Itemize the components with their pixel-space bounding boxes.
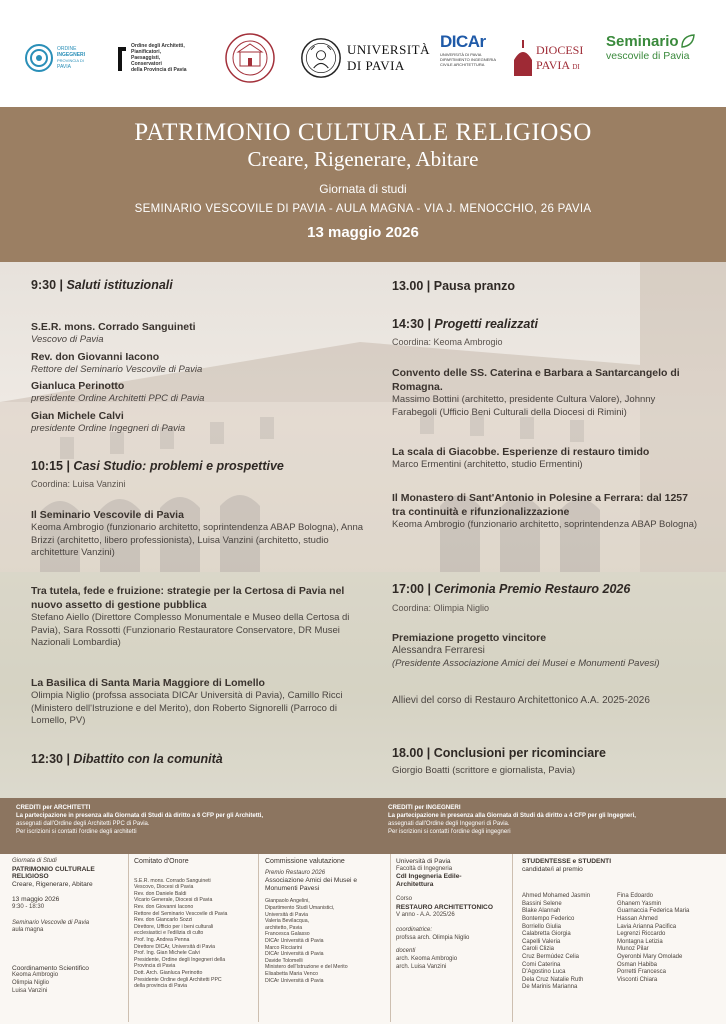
- ordine-ing-line2: INGEGNERI: [57, 52, 86, 58]
- event-venue: SEMINARIO VESCOVILE DI PAVIA - AULA MAGNA - VIA J. MENOCCHIO, 26 PAVIA: [134, 203, 592, 215]
- session-premio-coord: Coordina: Olimpia Niglio: [392, 603, 490, 613]
- footer-commissione: [265, 858, 387, 984]
- diocesi-logo: [512, 32, 604, 84]
- footer-title1: PATRIMONIO CULTURALE: [12, 865, 95, 873]
- speaker-name: Gianluca Perinotto: [31, 380, 125, 392]
- footer-place1: Seminario Vescovile di Pavia: [12, 919, 90, 926]
- talk-title: Il Seminario Vescovile di Pavia: [31, 509, 184, 521]
- corso-l1: Università di Pavia: [396, 858, 451, 865]
- session-conclusioni: [392, 747, 606, 760]
- commissione-head: Commissione valutazione: [265, 858, 345, 865]
- corso-coord-label: coordinatrice:: [396, 927, 433, 934]
- talk-title: Il Monastero di Sant'Antonio in Polesine a Ferrara: dal 1257 tra continuità e rifunzionalizzazione: [392, 492, 688, 518]
- event-subtitle: Creare, Rigenerare, Abitare: [247, 147, 479, 171]
- credits-ing-line3: Per iscrizioni si contatti l'ordine degli ingegneri: [388, 829, 511, 835]
- talk-giacobbe: [392, 445, 702, 472]
- ordine-arch-line3: Paesaggisti,: [131, 55, 161, 61]
- ordine-arch-line1: Ordine degli Architetti,: [131, 43, 185, 49]
- unipv-line2: DI PAVIA: [347, 58, 405, 73]
- studenti-head: STUDENTESSE e STUDENTI: [522, 858, 612, 865]
- ordine-ing-line3: PROVINCIA DI: [57, 58, 84, 63]
- talk-title: La scala di Giacobbe. Esperienze di restauro timido: [392, 446, 650, 458]
- studenti-names-b: Fina Edoardo Ghanem Yasmin Guarnaccia Federica Maria Hassan Ahmed Lavia Arianna Pacifica Legrenzi Riccardo Montagna Letizia Munoz Pilar Oyeronbi Mary Omolade Osman Habiba Porretti Francesca Visconti Chiara: [617, 893, 690, 983]
- talk-name: Alessandra Ferraresi: [392, 645, 485, 656]
- dicar-logo: [440, 32, 500, 84]
- credits-band: [0, 798, 726, 854]
- speaker-name: Rev. don Giovanni Iacono: [31, 350, 160, 363]
- footer-title2: RELIGIOSO: [12, 873, 49, 881]
- credits-ing-line1: La partecipazione in presenza alla Giornata di Studi dà diritto a 4 CFP per gli Ingegneri,: [388, 813, 636, 819]
- seminary-seal-icon: [224, 32, 276, 84]
- session-casi-studio: [31, 460, 284, 473]
- talk-santarcangelo: [392, 366, 702, 419]
- corso-name: RESTAURO ARCHITETTONICO: [396, 903, 493, 911]
- ordine-architetti-mark-icon: [116, 43, 128, 73]
- seminario-line1: Seminario: [606, 32, 679, 50]
- session-progetti-time: 14:30 |: [392, 317, 435, 331]
- session-conclusioni-title: Conclusioni per ricominciare: [433, 746, 606, 760]
- logo-strip: [0, 0, 726, 107]
- session-saluti: [31, 279, 173, 292]
- footer-divider: [258, 854, 259, 1022]
- footer-corso: [396, 858, 508, 971]
- footer-divider: [128, 854, 129, 1022]
- speaker-role: Vescovo di Pavia: [31, 334, 104, 345]
- ordine-architetti-logo: [116, 32, 216, 84]
- ordine-arch-line2: Pianificatori,: [131, 49, 162, 55]
- seminario-vescovile-logo: [606, 32, 722, 84]
- session-casi-time: 10:15 |: [31, 459, 74, 473]
- session-casi-coord: Coordina: Luisa Vanzini: [31, 479, 126, 489]
- footer-divider: [512, 854, 513, 1022]
- talk-premiazione: [392, 631, 702, 670]
- dicar-mark: DICAr: [440, 32, 486, 51]
- footer-place2: aula magna: [12, 927, 44, 934]
- session-progetti-title: Progetti realizzati: [434, 317, 538, 331]
- credits-ingegneri: [388, 804, 718, 836]
- credits-arch-line2: assegnati dall'Ordine degli Architetti PPC di Pavia.: [16, 821, 150, 827]
- commissione-prize3: Monumenti Pavesi: [265, 884, 320, 892]
- session-progetti-coord: Coordina: Keoma Ambrogio: [392, 337, 503, 347]
- event-kind: Giornata di studi: [319, 182, 407, 196]
- ordine-ing-line1: ORDINE: [57, 46, 77, 52]
- corso-l4: Architettura: [396, 880, 434, 888]
- talk-title: La Basilica di Santa Maria Maggiore di Lomello: [31, 677, 265, 689]
- footer-time: 9:30 - 18:30: [12, 903, 45, 910]
- footer-event-info: [12, 858, 124, 995]
- footer-title3: Creare, Rigenerare, Abitare: [12, 880, 93, 888]
- credits-ing-head: CREDITI per INGEGNERI: [388, 804, 461, 811]
- comitato-head: Comitato d'Onore: [134, 858, 189, 865]
- commissione-prize1: Premio Restauro 2026: [265, 869, 326, 876]
- credits-arch-line1: La partecipazione in presenza alla Giornata di Studi dà diritto a 6 CFP per gli Architetti,: [16, 813, 264, 819]
- footer-coord-head: Coordinamento Scientifico: [12, 964, 89, 972]
- credits-arch-line3: Per iscrizioni si contatti l'ordine degli architetti: [16, 829, 137, 835]
- talk-body: Marco Ermentini (architetto, studio Ermentini): [392, 459, 583, 470]
- session-pausa: [392, 280, 515, 293]
- footer-comitato: [134, 858, 256, 990]
- unipv-seal-icon: [300, 35, 342, 81]
- corso-l3: CdI Ingegneria Edile-: [396, 873, 462, 881]
- corso-teach-label: docenti: [396, 948, 416, 955]
- credits-ing-line2: assegnati dall'Ordine degli Ingegneri di Pavia.: [388, 821, 510, 827]
- dicar-line1: UNIVERSITÀ DI PAVIA: [440, 52, 482, 57]
- session-conclusioni-body: Giorgio Boatti (scrittore e giornalista, Pavia): [392, 765, 576, 776]
- session-casi-title: Casi Studio: problemi e prospettive: [73, 459, 284, 473]
- speaker-role: presidente Ordine Ingegneri di Pavia: [31, 422, 186, 434]
- ordine-ingegneri-logo: [24, 32, 96, 84]
- footer-divider: [390, 854, 391, 1022]
- studenti-sub: candidate/i al premio: [522, 865, 583, 873]
- talk-certosa: [31, 584, 371, 650]
- studenti-names-a: Ahmed Mohamed Jasmin Bassini Selene Blake Alannah Bontempo Federico Borriello Giulia Calabretta Giorgia Capelli Valeria Caroli Clizia Cruz Bermúdez Celia Comi Caterina D'Agostino Luca Dela Cruz Natalie Ruth De Marinis Marianna: [522, 893, 591, 991]
- talk-body: Massimo Bottini (architetto, presidente Cultura Valore), Johnny Farabegoli (Ufficio Beni Culturali della Diocesi di Rimini): [392, 394, 656, 418]
- seminario-line2: vescovile di Pavia: [606, 50, 690, 62]
- unipv-line1: UNIVERSITÀ: [347, 42, 430, 57]
- event-date: 13 maggio 2026: [307, 224, 419, 241]
- dicar-line2: DIPARTIMENTO INGEGNERIA: [440, 57, 497, 62]
- diocesi-line2: PAVIA: [536, 58, 570, 72]
- dicar-line3: CIVILE ARCHITETTURA: [440, 62, 485, 67]
- ordine-ing-line4: PAVIA: [57, 64, 71, 70]
- footer-section: [0, 854, 726, 1024]
- talk-body: Keoma Ambrogio (funzionario architetto, soprintendenza ABAP Bologna): [392, 519, 698, 530]
- footer-coord-names: Keoma Ambrogio Olimpia Niglio Luisa Vanzini: [12, 972, 59, 994]
- talk-body: Keoma Ambrogio (funzionario architetto, soprintendenza ABAP Bologna), Anna Brizzi (architetto, libero professionista), Luisa Vanzini (architetto, studio architetture Vanzini): [31, 522, 364, 558]
- footer-label: Giornata di Studi: [12, 858, 57, 864]
- session-dibattito: [31, 753, 223, 766]
- session-saluti-time: 9:30 |: [31, 278, 67, 292]
- credits-arch-head: CREDITI per ARCHITETTI: [16, 804, 91, 811]
- session-dibattito-title: Dibattito con la comunità: [73, 752, 223, 766]
- ordine-ingegneri-emblem-icon: [24, 43, 54, 73]
- program-section: [0, 262, 726, 798]
- corso-year: V anno - A.A. 2025/26: [396, 911, 455, 918]
- session-premio-title: Cerimonia Premio Restauro 2026: [434, 582, 631, 596]
- talk-body: Olimpia Niglio (profssa associata DICAr Università di Pavia), Camillo Ricci (Ministero dell'Istruzione e del Merito), don Roberto Signorelli (Parroco di Lomello, PV): [31, 690, 343, 726]
- event-title: PATRIMONIO CULTURALE RELIGIOSO: [134, 119, 592, 146]
- corso-teachers: arch. Keoma Ambrogio arch. Luisa Vanzini: [396, 955, 458, 970]
- comitato-names: S.E.R. mons. Corrado Sanguineti Vescovo, Diocesi di Pavia Rev. don Daniele Baldi Vicario Generale, Diocesi di Pavia Rev. don Giovanni Iacono Rettore del Seminario Vescovile di Pavia Rev. don Giancarlo Sozzi Direttore, Ufficio per i beni culturali ecclesiastici e l'edilizia di culto Prof. Ing. Andrea Penna Direttore DICAr, Università di Pavia Prof. Ing. Gian Michele Calvi Presidente, Ordine degli Ingegneri della Provincia di Pavia Dott. Arch. Gianluca Perinotto Presidente Ordine degli Architetti PPC della provincia di Pavia: [134, 877, 228, 990]
- talk-body: Stefano Aiello (Direttore Complesso Monumentale e Museo della Certosa di Pavia), Sara Rossotti (Funzionario Restauratore Conservatore, DR Musei Nazionali Lombardia): [31, 612, 350, 648]
- session-conclusioni-time: 18.00 |: [392, 746, 434, 760]
- talk-role: (Presidente Associazione Amici dei Musei e Monumenti Pavesi): [392, 657, 660, 669]
- leaf-icon: [679, 32, 697, 50]
- commissione-prize2: Associazione Amici dei Musei e: [265, 877, 357, 885]
- session-progetti: [392, 318, 538, 331]
- speaker-name: Gian Michele Calvi: [31, 409, 124, 422]
- speaker-list: [31, 320, 371, 435]
- talk-lomello: [31, 676, 371, 728]
- commissione-names: Gianpaolo Angelini, Dipartimento Studi Umanistici, Università di Pavia Valeria Bevilacqua, architetto, Pavia Francesca Galasso DICAr Università di Pavia Marco Ricciarini DICAr Università di Pavia Davide Tolomelli Ministero dell'Istruzione e del Merito Elisabetta Maria Venco DICAr Università di Pavia: [265, 898, 348, 984]
- unipv-logo: [300, 32, 430, 84]
- title-band: [0, 107, 726, 262]
- speaker-name: S.E.R. mons. Corrado Sanguineti: [31, 321, 196, 333]
- seminario-seal-logo: [224, 32, 280, 84]
- talk-allievi: Allievi del corso di Restauro Architettonico A.A. 2025-2026: [392, 695, 650, 706]
- speaker-role: presidente Ordine Architetti PPC di Pavia: [31, 393, 205, 404]
- session-pausa-title: Pausa pranzo: [433, 279, 516, 293]
- talk-ferrara: [392, 491, 702, 532]
- session-premio-time: 17:00 |: [392, 582, 435, 596]
- diocesi-dome-icon: [512, 38, 534, 78]
- credits-architetti: [16, 804, 346, 836]
- corso-head: Corso: [396, 896, 413, 903]
- corso-l2: Facoltà di Ingegneria: [396, 865, 453, 872]
- session-dibattito-time: 12:30 |: [31, 752, 74, 766]
- talk-title: Tra tutela, fede e fruizione: strategie per la Certosa di Pavia nel nuovo assetto di gestione pubblica: [31, 585, 345, 611]
- diocesi-di: DI: [572, 63, 580, 71]
- session-pausa-time: 13.00 |: [392, 279, 434, 293]
- diocesi-line1: DIOCESI: [536, 43, 584, 57]
- ordine-arch-line5: della Provincia di Pavia: [131, 67, 187, 73]
- talk-title: Convento delle SS. Caterina e Barbara a Santarcangelo di Romagna.: [392, 367, 680, 393]
- corso-coord: profssa arch. Olimpia Niglio: [396, 934, 470, 941]
- speaker-role: Rettore del Seminario Vescovile di Pavia: [31, 363, 203, 375]
- talk-seminario: [31, 508, 371, 560]
- talk-title: Premiazione progetto vincitore: [392, 632, 547, 644]
- ordine-arch-line4: Conservatori: [131, 61, 162, 67]
- session-premio: [392, 583, 630, 596]
- footer-date: 13 maggio 2026: [12, 896, 60, 904]
- session-saluti-title: Saluti istituzionali: [66, 278, 173, 292]
- footer-studenti: [522, 858, 722, 992]
